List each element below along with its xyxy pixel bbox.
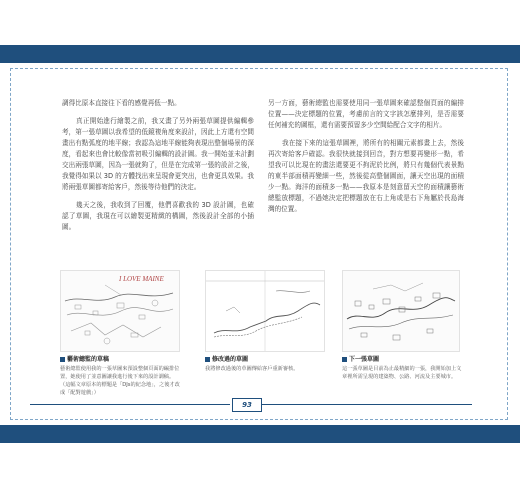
sketch-image-next <box>342 270 460 352</box>
body-column-left <box>62 98 254 240</box>
sketch-image-revised <box>205 270 325 352</box>
paragraph: 幾天之後，我收到了回覆，他們喜歡我的 3D 設計圖，也確認了草圖，我現在可以繪製更精緻的構圖，然後設計全部的小插圖。 <box>62 201 254 231</box>
paragraph: 真正開始進行繪製之前，我又畫了另外兩張草圖提供編輯參考，第一張草圖以我希望的低鏡複角度來設計，因此上方還有空間畫出有點弧度的地平線；我認為這地平線能夠表現出整個場景的深度，看起來也會比較像當初吸引編輯的設計圖。我一開始並未計劃交出兩張草圖，因為一張就夠了，但是在完成第一張的設計之後，我覺得如果以 3D 的方體找出來呈現會更突出，也會更具效果。我將兩張草圖都寄給客戶，然後等待他們的決定。 <box>62 117 254 191</box>
caption-marker-icon <box>60 357 65 362</box>
sketch-title-lettering: I LOVE MAINE <box>119 275 164 283</box>
book-page <box>22 74 498 414</box>
next-sketch-drawing <box>343 271 459 351</box>
caption-art-director-sketch <box>60 356 180 397</box>
caption-title-text: 下一張草圖 <box>349 356 380 363</box>
caption-title-text: 修改過的草圖 <box>212 356 249 363</box>
page-number-rule-left <box>30 404 230 405</box>
caption-note: （這幅文章原本的標題是「DJs的紀念地」，之後才改成「配對遊戲」） <box>60 382 180 396</box>
caption-title <box>342 356 462 364</box>
paragraph: 另一方面，藝術總監也需要使用同一張草圖來確認整個頁面的編排位置——決定標題的位置，考慮前言的文字該怎麼排列，是否需要任何補充的圖框，還有需要預留多少空間給配合文字的相片。 <box>268 99 464 129</box>
caption-marker-icon <box>342 357 347 362</box>
caption-title <box>205 356 325 364</box>
caption-text: 藝術總監使用我的一張草圖來預設整個頁面的編排位置，她使用了並意圖讓我進行後下來的設計調稿。 <box>60 366 180 380</box>
paragraph: 調得比原本直接往下看的感覺再低一點。 <box>62 99 181 107</box>
caption-title-text: 藝術總監的草稿 <box>67 356 110 363</box>
bottom-color-bar <box>0 425 520 443</box>
caption-text: 這一張草圖是目前為止最精細的一張，我開始加上文章裡所需呈現的建築物、公路、河流及主要城市。 <box>342 366 462 380</box>
paragraph: 我在接下來的這張草圖裡，將所有的相關元素都畫上去，然後再次寄給客戶確認。我很快就接到回音，對方想要再變形一點，希望我可以比現在的畫法還要更不拘泥於比例，將只有幾個代表景點的東半部面積再變細一些，然後從高整個圖面，讓天空出現的面積少一點。海洋的面積多一點——我原本是刻意留天空的面積讓藝術總監放標題，不過她決定把標題放在右上角或是右下角屬於長島海灣的位置。 <box>268 139 464 213</box>
revised-sketch-drawing <box>206 271 324 351</box>
caption-title <box>60 356 180 364</box>
map-sketch-drawing <box>61 271 179 351</box>
page-number: 93 <box>232 398 262 412</box>
sketch-image-art-director <box>60 270 180 352</box>
caption-marker-icon <box>205 357 210 362</box>
caption-text: 我將修改過後的草圖傳給客戶重新審核。 <box>205 366 299 372</box>
caption-next-sketch <box>342 356 462 381</box>
top-color-bar <box>0 45 520 63</box>
caption-revised-sketch <box>205 356 325 373</box>
body-column-right <box>268 98 464 222</box>
page-number-rule-right <box>262 404 472 405</box>
